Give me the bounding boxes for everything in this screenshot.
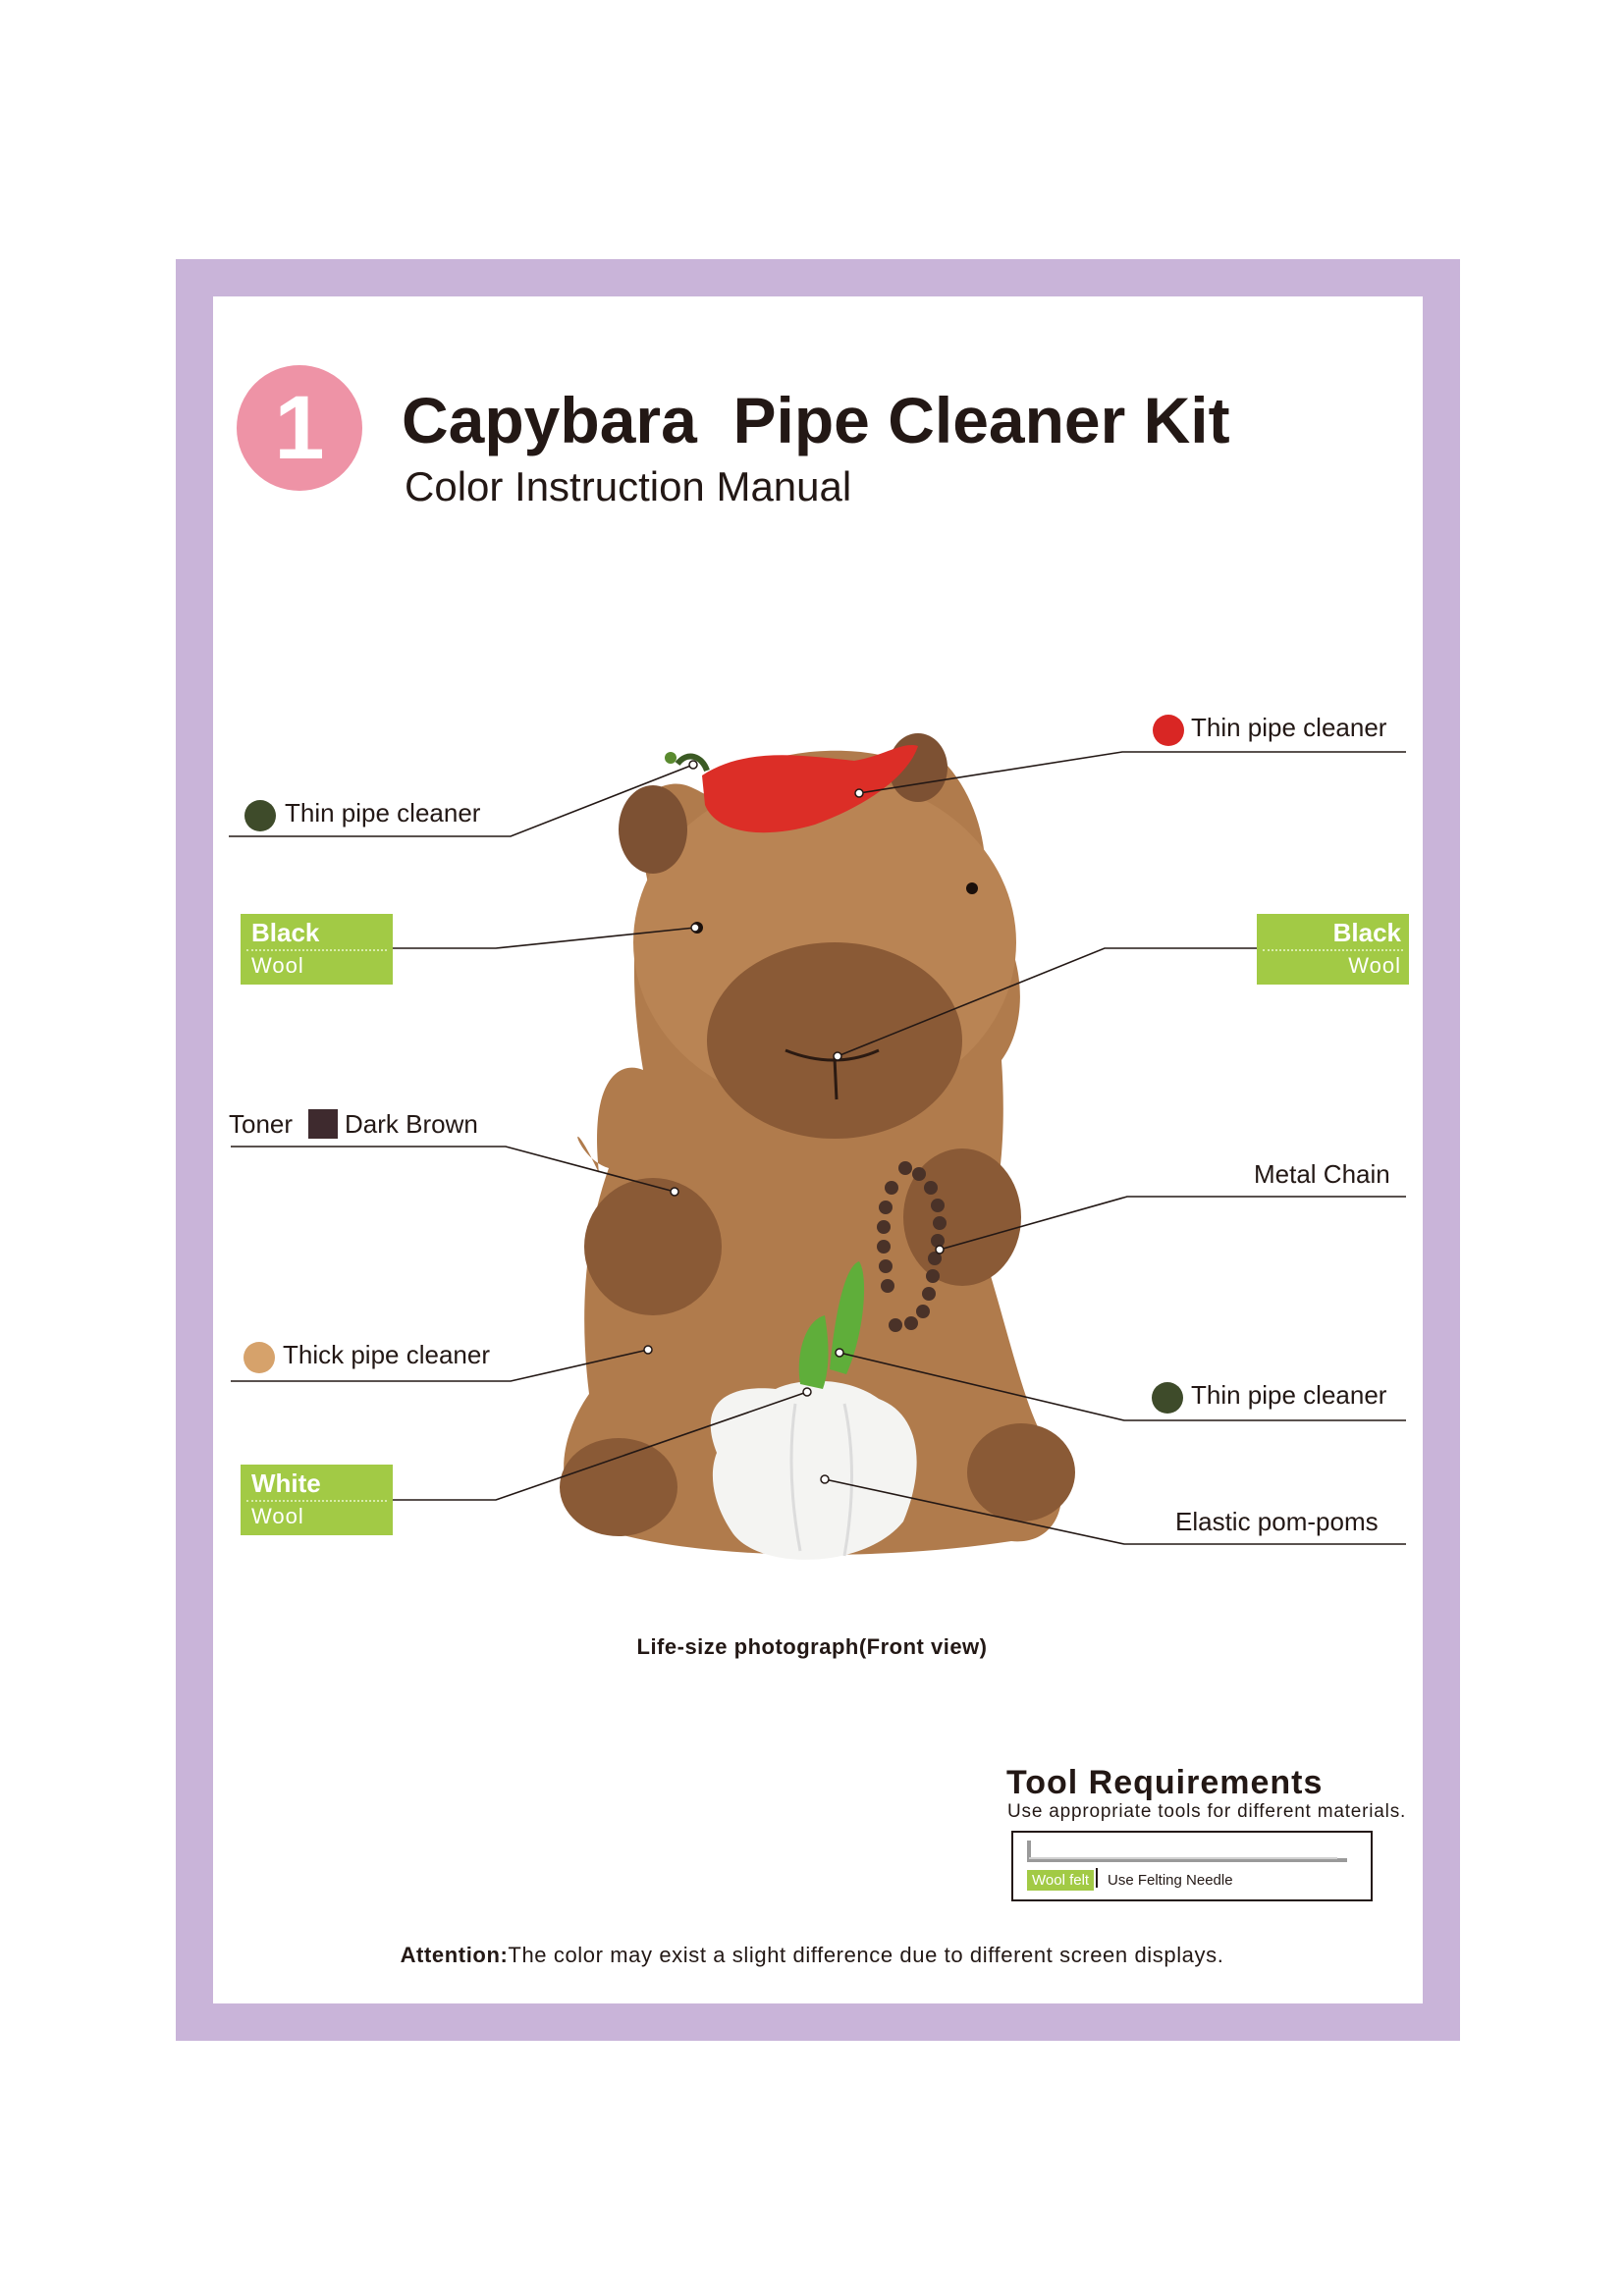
white-wool-title: White: [251, 1468, 321, 1498]
tan-swatch: [244, 1342, 275, 1373]
black-wool-title: Black: [251, 918, 320, 947]
capybara-photo: [560, 733, 1075, 1560]
attention-label: Attention:: [400, 1943, 509, 1967]
felting-needle-text: Use Felting Needle: [1108, 1872, 1233, 1889]
dark-green-swatch: [244, 800, 276, 831]
label-dark-brown: Dark Brown: [345, 1109, 478, 1139]
label-thin-pipe-cleaner-top-right: Thin pipe cleaner: [1191, 713, 1387, 742]
tool-requirements-title: Tool Requirements: [1006, 1764, 1324, 1801]
dotted-divider: [1263, 949, 1403, 951]
white-wool-sub: Wool: [251, 1504, 304, 1528]
black-wool-title: Black: [1332, 918, 1401, 947]
dark-green-swatch-bottom: [1152, 1382, 1183, 1414]
page-title: Capybara Pipe Cleaner Kit: [402, 384, 1230, 456]
label-thin-pipe-cleaner-bottom-right: Thin pipe cleaner: [1191, 1380, 1387, 1410]
tag-divider: [1096, 1868, 1098, 1888]
label-elastic-pom-poms: Elastic pom-poms: [1175, 1507, 1379, 1536]
label-thick-pipe-cleaner: Thick pipe cleaner: [283, 1340, 490, 1369]
red-swatch: [1153, 715, 1184, 746]
dotted-divider: [246, 949, 387, 951]
black-wool-sub: Wool: [1348, 953, 1401, 978]
dark-brown-swatch: [308, 1109, 338, 1139]
label-white-wool: [241, 1465, 393, 1535]
wool-felt-tag: Wool felt: [1027, 1870, 1094, 1891]
attention-note: [0, 1943, 1624, 1968]
label-toner: Toner: [229, 1109, 294, 1139]
black-wool-sub: Wool: [251, 953, 304, 978]
label-metal-chain: Metal Chain: [1254, 1159, 1390, 1189]
label-black-wool-eye: [241, 914, 393, 985]
label-thin-pipe-cleaner-top-left: Thin pipe cleaner: [285, 798, 481, 828]
tool-box: [1011, 1831, 1373, 1901]
photo-caption: Life-size photograph(Front view): [636, 1634, 988, 1659]
attention-text: The color may exist a slight difference due to different screen displays.: [508, 1943, 1224, 1967]
dotted-divider: [246, 1500, 387, 1502]
step-number-badge: 1: [237, 365, 362, 491]
label-black-wool-nose: [1257, 914, 1409, 985]
tool-requirements-subtitle: Use appropriate tools for different materials.: [1007, 1801, 1407, 1822]
page-subtitle: Color Instruction Manual: [405, 463, 852, 509]
felting-needle-icon: [1013, 1833, 1371, 1866]
